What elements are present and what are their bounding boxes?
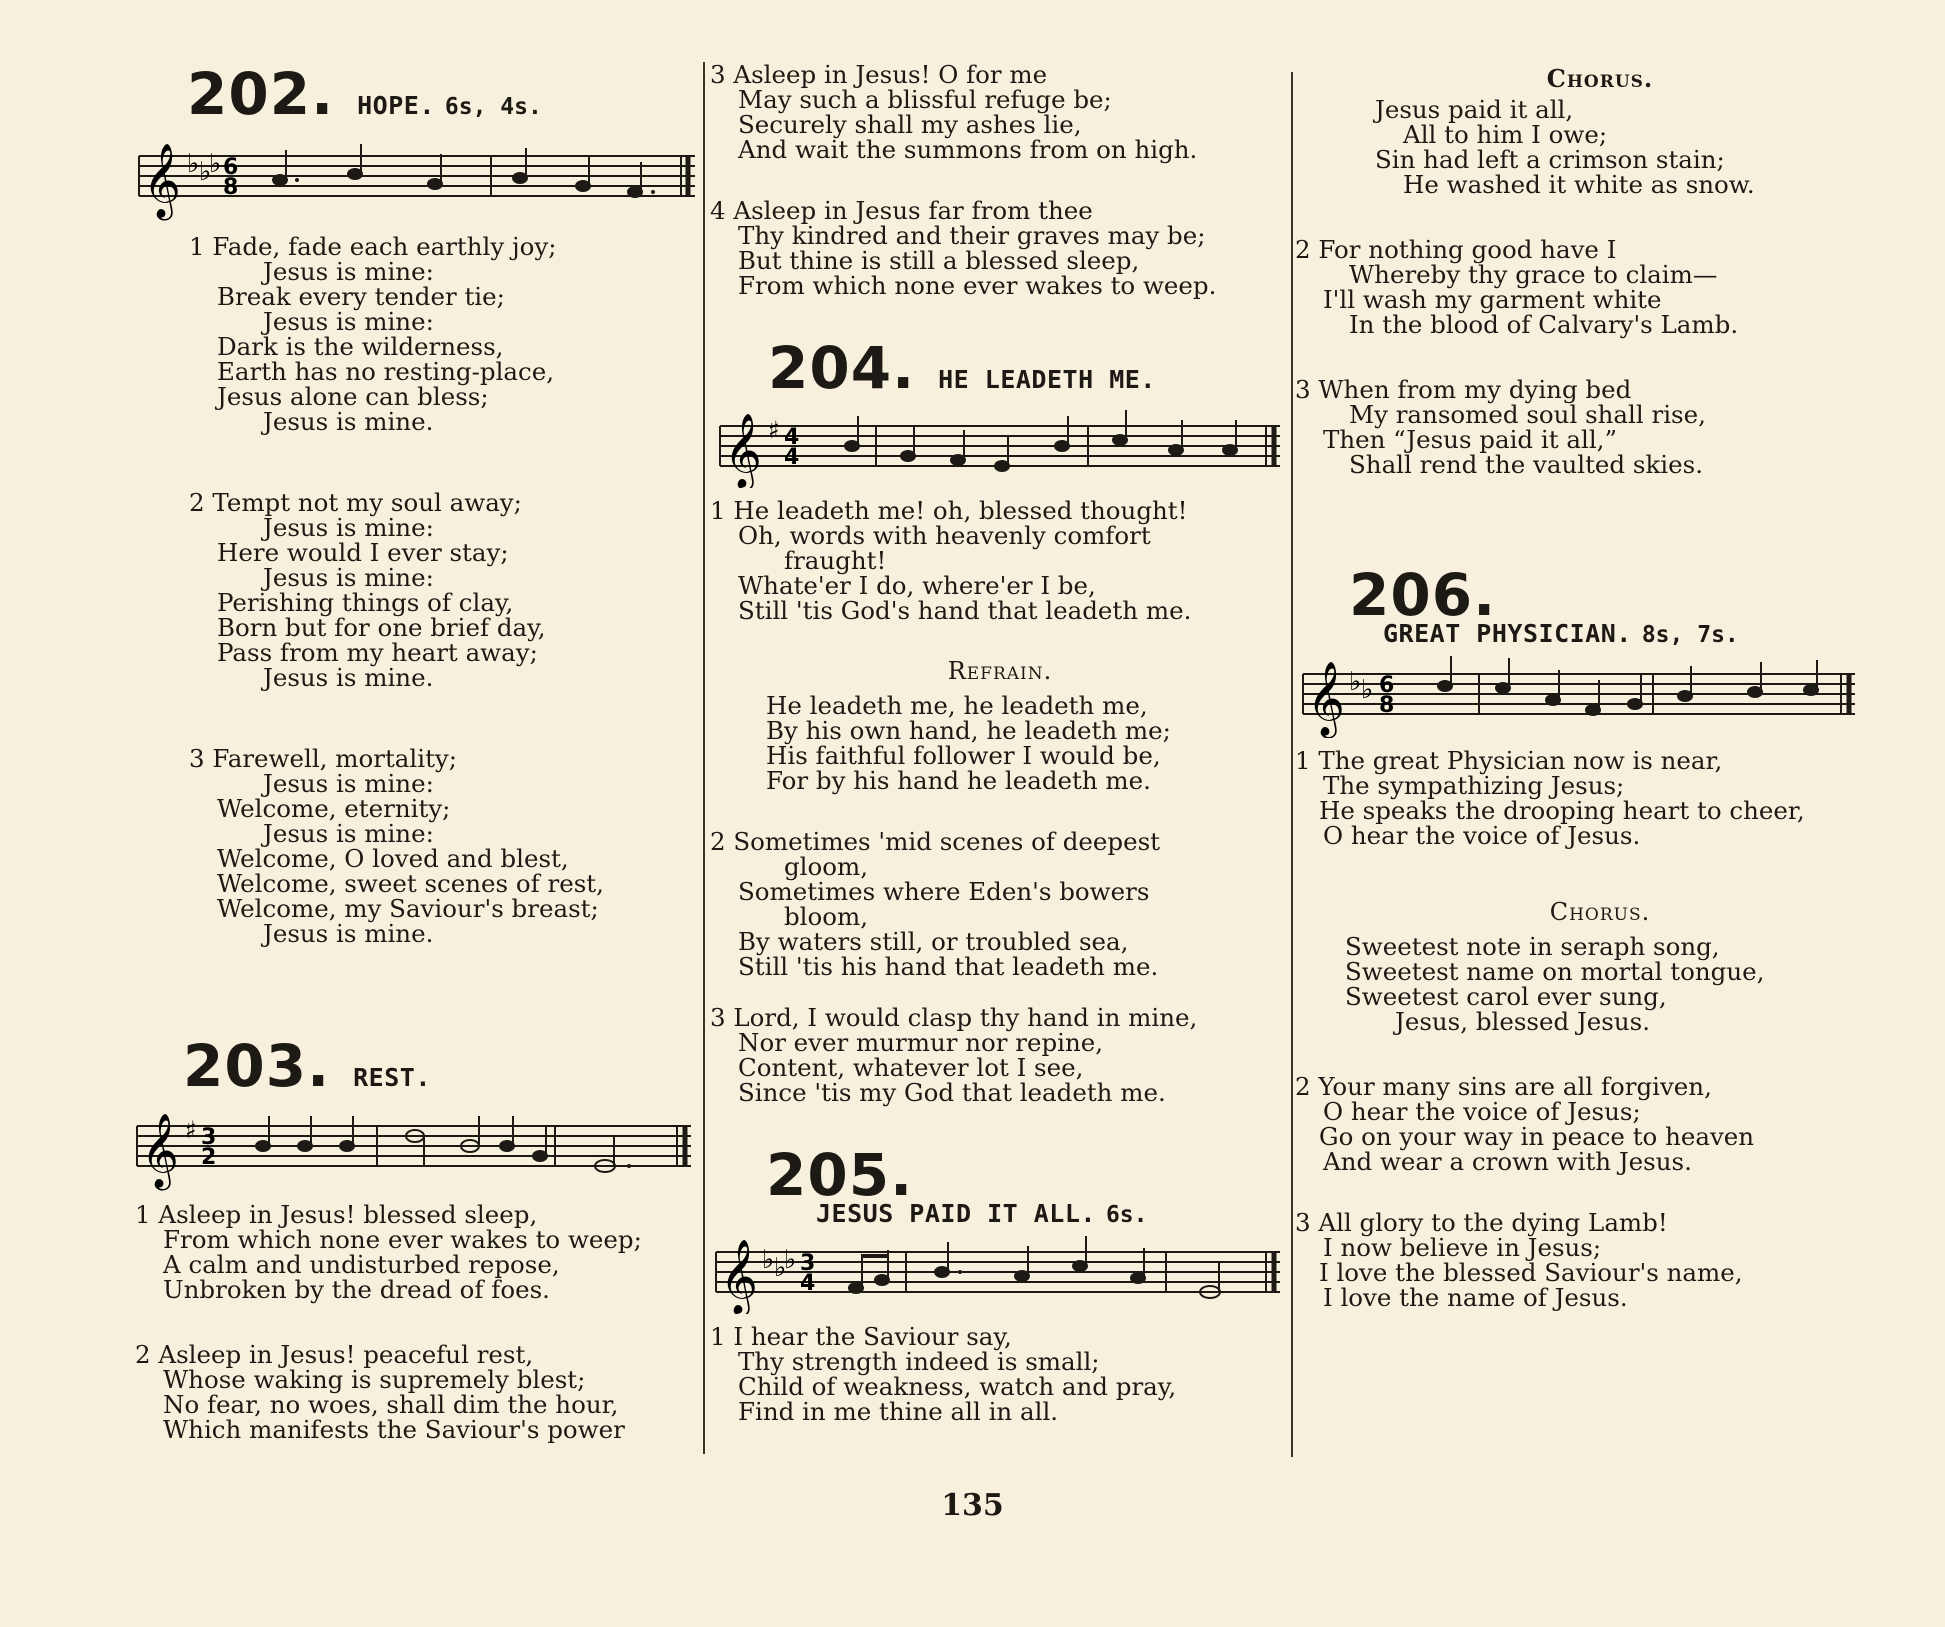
music-staff-206 [1295, 654, 1875, 738]
hymn-204-refrain [710, 693, 1290, 793]
music-staff-202 [135, 134, 695, 224]
verse-line: Sin had left a crimson stain; [1375, 145, 1725, 174]
verse-line: Which manifests the Saviour's power [163, 1415, 625, 1444]
verse-line: Jesus is mine: [263, 513, 434, 542]
verse-line: Jesus is mine: [263, 819, 434, 848]
svg-text:𝄞: 𝄞 [143, 144, 181, 218]
svg-text:4: 4 [784, 425, 800, 450]
verse-line: Jesus is mine: [263, 307, 434, 336]
column-divider-right [1291, 72, 1293, 1457]
svg-text:8: 8 [1379, 693, 1395, 718]
verse-line: Thy kindred and their graves may be; [738, 221, 1206, 250]
verse-line: Earth has no resting-place, [217, 357, 555, 386]
verse-line: 4 Asleep in Jesus far from thee [710, 196, 1093, 225]
verse-line: 2 Sometimes 'mid scenes of deepest [710, 827, 1161, 856]
verse-line: Whereby thy grace to claim— [1349, 260, 1718, 289]
svg-text:♭: ♭ [199, 157, 212, 187]
hymn-number: 204 [768, 334, 893, 402]
verse-line: Sweetest name on mortal tongue, [1345, 957, 1765, 986]
verse-line: Child of weakness, watch and pray, [738, 1372, 1177, 1401]
verse-line: Jesus, blessed Jesus. [1395, 1007, 1650, 1036]
verse-line: Jesus is mine. [263, 663, 434, 692]
hymn-203-stanza-4 [710, 198, 1290, 298]
verse-line: From which none ever wakes to weep. [738, 271, 1217, 300]
hymn-203-stanza-3 [710, 62, 1290, 162]
verse-line: The sympathizing Jesus; [1323, 771, 1625, 800]
verse-line: 1 He leadeth me! oh, blessed thought! [710, 496, 1188, 525]
verse-line: 3 Farewell, mortality; [189, 744, 458, 773]
tune-name: GREAT PHYSICIAN. [1383, 619, 1632, 648]
svg-text:♯: ♯ [185, 1116, 197, 1144]
meter: 6s. [1105, 1202, 1148, 1228]
svg-text:8: 8 [223, 175, 239, 200]
svg-text:𝄞: 𝄞 [141, 1114, 179, 1188]
column-3 [1295, 64, 1905, 1346]
hymn-204-stanza-1 [710, 498, 1290, 623]
verse-line: He speaks the drooping heart to cheer, [1319, 796, 1805, 825]
meter: 6s, 4s. [444, 94, 542, 120]
hymn-203-stanza-1 [135, 1202, 700, 1302]
hymn-203-header: 203. REST. [183, 1032, 431, 1100]
svg-text:♭: ♭ [784, 1245, 797, 1275]
verse-line: No fear, no woes, shall dim the hour, [163, 1390, 619, 1419]
verse-line: And wear a crown with Jesus. [1323, 1147, 1692, 1176]
verse-line: fraught! [784, 546, 887, 575]
verse-line: 1 The great Physician now is near, [1295, 746, 1723, 775]
verse-line: 2 For nothing good have I [1295, 235, 1617, 264]
chorus-label: Chorus. [1549, 898, 1651, 926]
tune-name: JESUS PAID IT ALL. [816, 1199, 1096, 1228]
verse-line: Jesus paid it all, [1375, 95, 1574, 124]
svg-text:𝄞: 𝄞 [724, 414, 762, 488]
verse-line: Welcome, O loved and blest, [217, 844, 569, 873]
meter: 8s, 7s. [1641, 622, 1739, 648]
verse-line: Content, whatever lot I see, [738, 1053, 1084, 1082]
verse-line: 3 When from my dying bed [1295, 375, 1632, 404]
refrain-label: Refrain. [947, 657, 1053, 685]
hymn-205-stanza-1 [710, 1324, 1290, 1424]
verse-line: 2 Your many sins are all forgiven, [1295, 1072, 1712, 1101]
svg-text:4: 4 [800, 1271, 816, 1296]
verse-line: Welcome, sweet scenes of rest, [217, 869, 604, 898]
hymn-205-header: 205. JESUS PAID IT ALL. 6s. [766, 1141, 1148, 1228]
verse-line: I love the name of Jesus. [1323, 1283, 1628, 1312]
verse-line: Jesus is mine. [263, 919, 434, 948]
hymn-number: 202 [187, 60, 312, 128]
hymn-206-stanza-3 [1295, 1210, 1905, 1310]
svg-text:𝄞: 𝄞 [1307, 662, 1345, 736]
svg-text:♭: ♭ [774, 1253, 787, 1283]
verse-line: Since 'tis my God that leadeth me. [738, 1078, 1166, 1107]
verse-line: O hear the voice of Jesus; [1323, 1097, 1641, 1126]
svg-text:♭: ♭ [187, 149, 200, 179]
verse-line: I now believe in Jesus; [1323, 1233, 1602, 1262]
verse-line: Jesus is mine. [263, 407, 434, 436]
verse-line: Jesus alone can bless; [217, 382, 489, 411]
verse-line: My ransomed soul shall rise, [1349, 400, 1706, 429]
verse-line: O hear the voice of Jesus. [1323, 821, 1641, 850]
hymn-206-stanza-2 [1295, 1074, 1905, 1174]
verse-line: Jesus is mine: [263, 257, 434, 286]
verse-line: Whate'er I do, where'er I be, [738, 571, 1096, 600]
svg-text:2: 2 [201, 1145, 217, 1170]
hymn-205-chorus [1295, 97, 1905, 197]
verse-line: gloom, [784, 852, 869, 881]
verse-line: 2 Tempt not my soul away; [189, 488, 522, 517]
verse-line: Thy strength indeed is small; [738, 1347, 1100, 1376]
hymn-204-stanza-3 [710, 1005, 1290, 1105]
svg-text:♭: ♭ [762, 1245, 775, 1275]
svg-text:♯: ♯ [768, 416, 780, 444]
hymn-206-header: 206. GREAT PHYSICIAN. 8s, 7s. [1349, 561, 1739, 648]
hymn-number: 205 [766, 1141, 891, 1209]
verse-line: 2 Asleep in Jesus! peaceful rest, [135, 1340, 534, 1369]
verse-line: Find in me thine all in all. [738, 1397, 1059, 1426]
verse-line: bloom, [784, 902, 869, 931]
verse-line: Here would I ever stay; [217, 538, 509, 567]
tune-name: HOPE. [357, 91, 435, 120]
hymn-203-stanza-2 [135, 1342, 700, 1442]
verse-line: 3 Lord, I would clasp thy hand in mine, [710, 1003, 1198, 1032]
column-divider-left [703, 62, 705, 1454]
svg-text:𝄞: 𝄞 [720, 1240, 758, 1314]
verse-line: He leadeth me, he leadeth me, [766, 691, 1148, 720]
svg-text:6: 6 [223, 155, 239, 180]
hymn-206-stanza-1 [1295, 748, 1905, 848]
svg-text:4: 4 [784, 445, 800, 470]
verse-line: Welcome, eternity; [217, 794, 451, 823]
verse-line: Break every tender tie; [217, 282, 505, 311]
verse-line: Still 'tis God's hand that leadeth me. [738, 596, 1192, 625]
hymn-205-stanza-3 [1295, 377, 1905, 477]
verse-line: Sweetest note in seraph song, [1345, 932, 1720, 961]
verse-line: And wait the summons from on high. [738, 135, 1198, 164]
verse-line: A calm and undisturbed repose, [163, 1250, 560, 1279]
verse-line: His faithful follower I would be, [766, 741, 1161, 770]
chorus-label: Chorus. [1546, 64, 1654, 93]
hymn-202-header: 202. HOPE. 6s, 4s. [187, 60, 542, 128]
verse-line: Jesus is mine: [263, 769, 434, 798]
verse-line: May such a blissful refuge be; [738, 85, 1112, 114]
hymn-204-header: 204. HE LEADETH ME. [768, 334, 1156, 402]
tune-name: HE LEADETH ME. [938, 365, 1156, 394]
verse-line: By waters still, or troubled sea, [738, 927, 1129, 956]
verse-line: Sweetest carol ever sung, [1345, 982, 1667, 1011]
verse-line: Securely shall my ashes lie, [738, 110, 1082, 139]
verse-line: Jesus is mine: [263, 563, 434, 592]
verse-line: I'll wash my garment white [1323, 285, 1662, 314]
verse-line: Born but for one brief day, [217, 613, 546, 642]
verse-line: By his own hand, he leadeth me; [766, 716, 1171, 745]
verse-line: Still 'tis his hand that leadeth me. [738, 952, 1159, 981]
verse-line: Unbroken by the dread of foes. [163, 1275, 550, 1304]
hymn-202-stanza-2 [189, 490, 700, 690]
hymn-number: 206 [1349, 561, 1474, 629]
music-staff-205 [710, 1234, 1285, 1314]
verse-line: For by his hand he leadeth me. [766, 766, 1151, 795]
verse-line: 1 Fade, fade each earthly joy; [189, 232, 557, 261]
music-staff-204 [710, 408, 1285, 488]
column-1 [135, 60, 700, 1478]
verse-line: 3 Asleep in Jesus! O for me [710, 60, 1048, 89]
svg-text:♭: ♭ [1361, 675, 1374, 705]
verse-line: Nor ever murmur nor repine, [738, 1028, 1104, 1057]
verse-line: From which none ever wakes to weep; [163, 1225, 642, 1254]
hymn-202-stanza-3 [189, 746, 700, 946]
verse-line: Shall rend the vaulted skies. [1349, 450, 1703, 479]
page-number: 135 [941, 1488, 1004, 1523]
verse-line: Whose waking is supremely blest; [163, 1365, 586, 1394]
verse-line: Oh, words with heavenly comfort [738, 521, 1151, 550]
verse-line: 3 All glory to the dying Lamb! [1295, 1208, 1668, 1237]
tune-name: REST. [353, 1063, 431, 1092]
verse-line: Sometimes where Eden's bowers [738, 877, 1150, 906]
verse-line: 1 I hear the Saviour say, [710, 1322, 1012, 1351]
svg-text:♭: ♭ [1349, 667, 1362, 697]
verse-line: 1 Asleep in Jesus! blessed sleep, [135, 1200, 538, 1229]
column-2 [710, 62, 1290, 1460]
svg-text:6: 6 [1379, 673, 1395, 698]
verse-line: Dark is the wilderness, [217, 332, 504, 361]
verse-line: All to him I owe; [1403, 120, 1608, 149]
svg-text:3: 3 [201, 1125, 217, 1150]
verse-line: Pass from my heart away; [217, 638, 538, 667]
verse-line: But thine is still a blessed sleep, [738, 246, 1140, 275]
verse-line: Welcome, my Saviour's breast; [217, 894, 599, 923]
hymn-number: 203 [183, 1032, 308, 1100]
verse-line: Perishing things of clay, [217, 588, 514, 617]
svg-text:♭: ♭ [209, 149, 222, 179]
hymn-202-stanza-1 [189, 234, 700, 434]
hymn-206-chorus [1295, 934, 1905, 1034]
music-staff-203 [135, 1106, 695, 1192]
verse-line: In the blood of Calvary's Lamb. [1349, 310, 1739, 339]
hymn-204-stanza-2 [710, 829, 1290, 979]
svg-text:3: 3 [800, 1251, 816, 1276]
verse-line: He washed it white as snow. [1403, 170, 1755, 199]
hymn-205-stanza-2 [1295, 237, 1905, 337]
verse-line: Then “Jesus paid it all,” [1323, 425, 1617, 454]
verse-line: Go on your way in peace to heaven [1319, 1122, 1755, 1151]
verse-line: I love the blessed Saviour's name, [1319, 1258, 1743, 1287]
